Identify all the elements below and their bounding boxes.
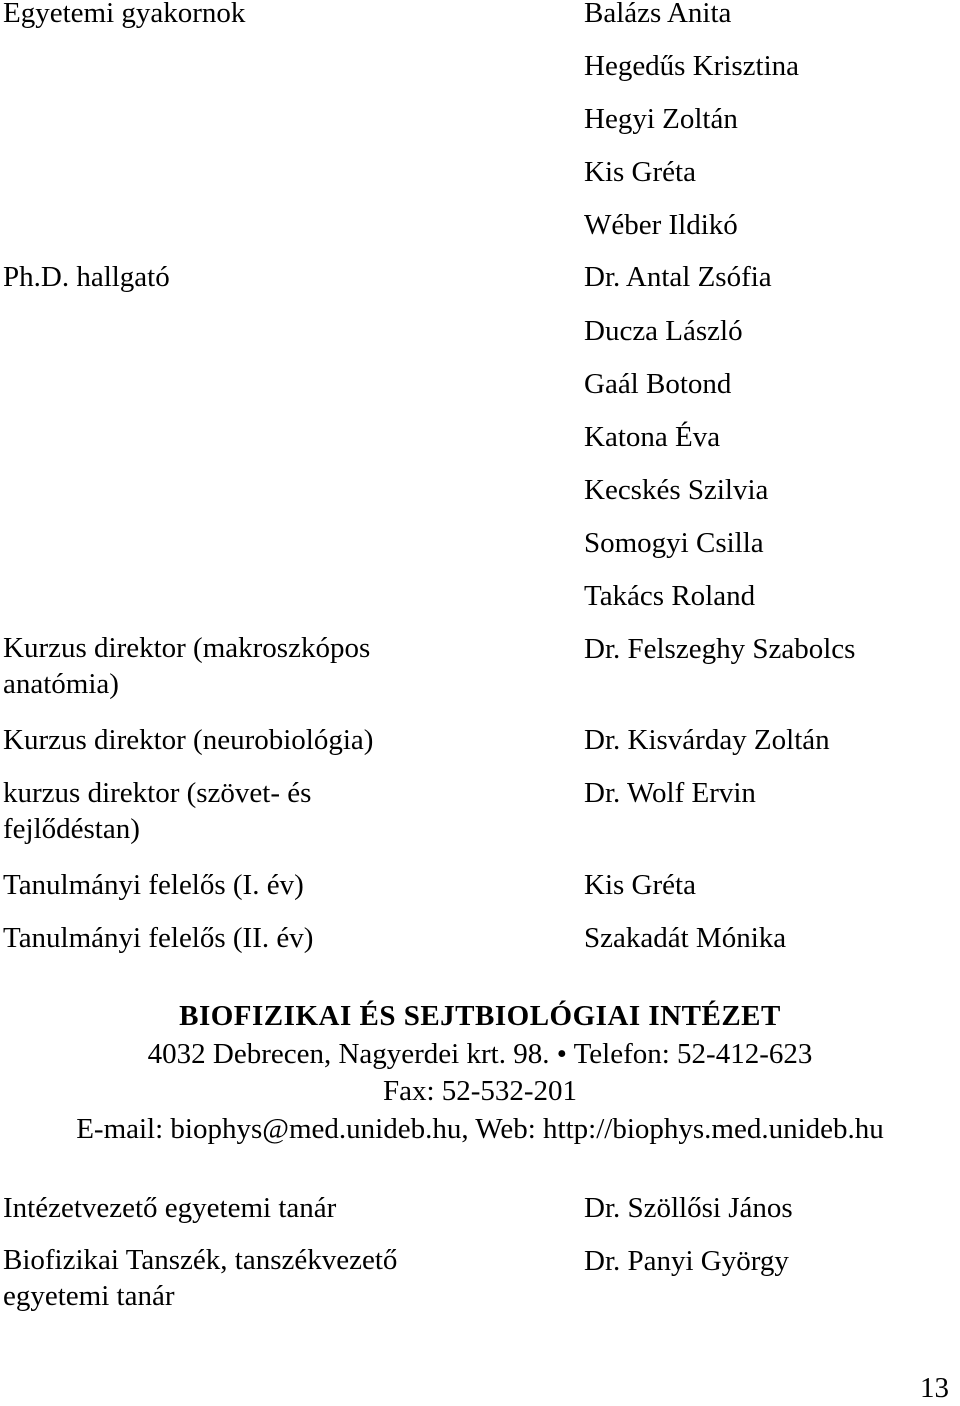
person-name: Takács Roland [584,580,756,612]
person-name: Somogyi Csilla [584,527,764,559]
person-name: Katona Éva [584,421,721,453]
person-name: Szakadát Mónika [584,922,787,954]
person-name: Dr. Felszeghy Szabolcs [584,633,856,665]
person-name: Ducza László [584,315,743,347]
person-name: Wéber Ildikó [584,209,738,241]
person-name: Dr. Panyi György [584,1245,789,1277]
role-egyetemi-gyakornok: Egyetemi gyakornok [3,0,246,29]
role-kurzus-direktor-neurobiologia: Kurzus direktor (neurobiológia) [3,724,374,756]
institute-fax: Fax: 52-532-201 [382,1075,578,1107]
institute-address: 4032 Debrecen, Nagyerdei krt. 98. • Telefon: 52-412-623 [147,1038,813,1070]
person-name: Dr. Antal Zsófia [584,261,772,293]
role-tanszekvezeto: Biofizikai Tanszék, tanszékvezető egyetemi tanár [3,1244,398,1312]
person-name: Kis Gréta [584,156,696,188]
person-name: Kis Gréta [584,869,696,901]
person-name: Kecskés Szilvia [584,474,769,506]
role-tanulmanyi-felelos-1: Tanulmányi felelős (I. év) [3,869,304,901]
role-phd-hallgato: Ph.D. hallgató [3,261,170,293]
role-kurzus-direktor-makroszkopos: Kurzus direktor (makroszkópos anatómia) [3,632,371,700]
person-name: Dr. Wolf Ervin [584,777,756,809]
person-name: Hegedűs Krisztina [584,50,800,82]
institute-title: BIOFIZIKAI ÉS SEJTBIOLÓGIAI INTÉZET [179,1000,781,1032]
role-kurzus-direktor-szovet: kurzus direktor (szövet- és fejlődéstan) [3,777,312,845]
person-name: Hegyi Zoltán [584,103,738,135]
person-name: Dr. Szöllősi János [584,1192,793,1224]
person-name: Dr. Kisvárday Zoltán [584,724,830,756]
role-tanulmanyi-felelos-2: Tanulmányi felelős (II. év) [3,922,314,954]
person-name: Balázs Anita [584,0,732,29]
page-number: 13 [920,1372,949,1404]
institute-contact: E-mail: biophys@med.unideb.hu, Web: http://biophys.med.unideb.hu [76,1113,884,1145]
role-intezetvezeto: Intézetvezető egyetemi tanár [3,1192,337,1224]
person-name: Gaál Botond [584,368,732,400]
